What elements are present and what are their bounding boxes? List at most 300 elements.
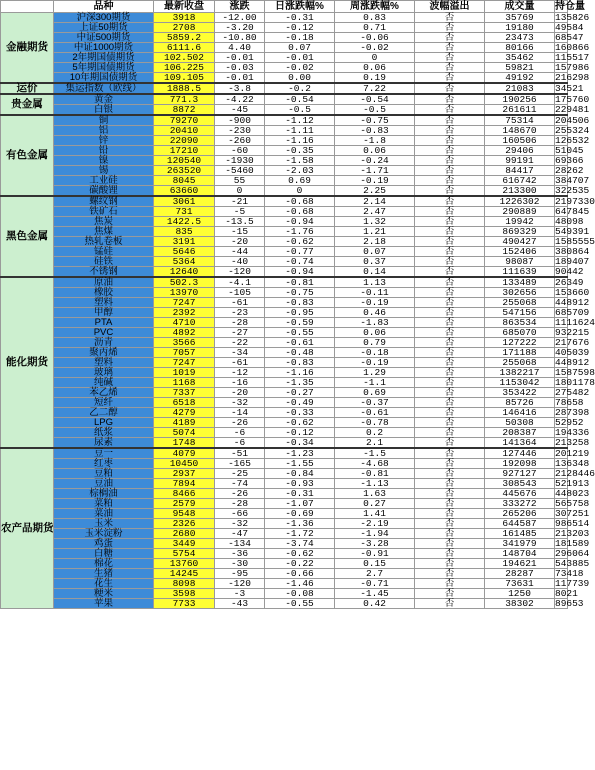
volatility-overflow-cell: 否 <box>415 13 485 23</box>
latest-close-cell: 6518 <box>154 398 215 408</box>
table-row <box>1 348 568 358</box>
weekly-change-pct-cell: -0.02 <box>335 43 415 53</box>
col-header-volume: 成交量 <box>485 1 555 13</box>
volume-cell: 21083 <box>485 83 555 94</box>
volatility-overflow-cell: 否 <box>415 438 485 449</box>
latest-close-cell: 109.105 <box>154 73 215 84</box>
product-name-cell: 聚丙烯 <box>54 348 154 358</box>
table-row <box>1 237 568 247</box>
daily-change-pct-cell: -0.5 <box>265 105 335 116</box>
open-interest-cell: 26349 <box>555 277 584 288</box>
product-name-cell: 集运指数（欧线） <box>54 83 154 94</box>
volume-cell: 80166 <box>485 43 555 53</box>
table-row <box>1 489 568 499</box>
daily-change-pct-cell: -0.95 <box>265 308 335 318</box>
latest-close-cell: 102.502 <box>154 53 215 63</box>
daily-change-pct-cell: -1.16 <box>265 136 335 146</box>
open-interest-cell: 69366 <box>555 155 584 166</box>
table-row <box>1 105 568 116</box>
daily-change-pct-cell: 0.07 <box>265 43 335 53</box>
product-name-cell: PVC <box>54 328 154 338</box>
product-name-cell: 焦炭 <box>54 217 154 227</box>
change-cell: -120 <box>215 267 265 278</box>
change-cell: 55 <box>215 176 265 186</box>
daily-change-pct-cell: -0.01 <box>265 53 335 63</box>
daily-change-pct-cell: -0.66 <box>265 569 335 579</box>
volume-cell: 49192 <box>485 73 555 84</box>
volatility-overflow-cell: 否 <box>415 428 485 438</box>
daily-change-pct-cell: -0.93 <box>265 479 335 489</box>
open-interest-cell: 275482 <box>555 387 590 398</box>
latest-close-cell: 2326 <box>154 519 215 529</box>
daily-change-pct-cell: -1.36 <box>265 519 335 529</box>
table-row <box>1 539 568 549</box>
volume-cell: 1382217 <box>485 368 555 378</box>
product-name-cell: 10年期国债期货 <box>54 73 154 84</box>
product-name-cell: 5年期国债期货 <box>54 63 154 73</box>
daily-change-pct-cell: -1.76 <box>265 227 335 237</box>
volume-cell: 85726 <box>485 398 555 408</box>
product-name-cell: 碳酸锂 <box>54 186 154 197</box>
weekly-change-pct-cell: -0.78 <box>335 418 415 428</box>
change-cell: -36 <box>215 549 265 559</box>
volatility-overflow-cell: 否 <box>415 549 485 559</box>
volume-cell: 341979 <box>485 539 555 549</box>
category-label: 能化期货 <box>1 277 54 448</box>
weekly-change-pct-cell: -0.19 <box>335 176 415 186</box>
product-name-cell: 铝 <box>54 126 154 136</box>
product-name-cell: 短纤 <box>54 398 154 408</box>
latest-close-cell: 835 <box>154 227 215 237</box>
latest-close-cell: 3061 <box>154 196 215 207</box>
open-interest-cell: 1801178 <box>555 377 595 388</box>
latest-close-cell: 7733 <box>154 599 215 609</box>
volatility-overflow-cell: 否 <box>415 448 485 459</box>
volatility-overflow-cell: 否 <box>415 217 485 227</box>
table-row <box>1 43 568 53</box>
volume-cell: 213300 <box>485 186 555 197</box>
volume-cell: 308543 <box>485 479 555 489</box>
volume-cell: 445676 <box>485 489 555 499</box>
product-name-cell: 尿素 <box>54 438 154 449</box>
product-name-cell: 硅铁 <box>54 257 154 267</box>
table-row <box>1 559 568 569</box>
latest-close-cell: 7247 <box>154 358 215 368</box>
product-name-cell: 玻璃 <box>54 368 154 378</box>
volatility-overflow-cell: 否 <box>415 176 485 186</box>
volume-cell: 208387 <box>485 428 555 438</box>
weekly-change-pct-cell: -0.06 <box>335 33 415 43</box>
product-name-cell: 豆粕 <box>54 469 154 479</box>
product-name-cell: 生猪 <box>54 569 154 579</box>
change-cell: -95 <box>215 569 265 579</box>
table-row <box>1 579 568 589</box>
open-interest-cell: 685709 <box>555 307 590 318</box>
volatility-overflow-cell: 否 <box>415 257 485 267</box>
daily-change-pct-cell: -0.68 <box>265 207 335 217</box>
open-interest-cell: 549391 <box>555 226 590 237</box>
open-interest-cell: 213203 <box>555 528 590 539</box>
table-row <box>1 448 568 459</box>
header-row <box>1 1 568 13</box>
volume-cell: 59821 <box>485 63 555 73</box>
product-name-cell: 菜粕 <box>54 499 154 509</box>
latest-close-cell: 106.225 <box>154 63 215 73</box>
daily-change-pct-cell: -0.49 <box>265 398 335 408</box>
product-name-cell: 塑料 <box>54 298 154 308</box>
product-name-cell: 中证500期货 <box>54 33 154 43</box>
change-cell: -28 <box>215 499 265 509</box>
table-row <box>1 378 568 388</box>
weekly-change-pct-cell: 0.83 <box>335 13 415 23</box>
table-row <box>1 549 568 559</box>
product-name-cell: 黄金 <box>54 94 154 105</box>
daily-change-pct-cell: 0.69 <box>265 176 335 186</box>
weekly-change-pct-cell: -0.5 <box>335 105 415 116</box>
product-name-cell: 纯碱 <box>54 378 154 388</box>
product-name-cell: 锰硅 <box>54 247 154 257</box>
open-interest-cell: 296064 <box>555 548 590 559</box>
weekly-change-pct-cell: 0.42 <box>335 599 415 609</box>
open-interest-cell: 89653 <box>555 598 584 609</box>
volatility-overflow-cell: 否 <box>415 519 485 529</box>
product-name-cell: 豆一 <box>54 448 154 459</box>
latest-close-cell: 1748 <box>154 438 215 449</box>
weekly-change-pct-cell: -0.18 <box>335 348 415 358</box>
weekly-change-pct-cell: -1.5 <box>335 448 415 459</box>
open-interest-cell: 229481 <box>555 104 590 115</box>
open-interest-cell: 2197330 <box>555 196 595 207</box>
table-row <box>1 479 568 489</box>
latest-close-cell: 17210 <box>154 146 215 156</box>
latest-close-cell: 3449 <box>154 539 215 549</box>
volatility-overflow-cell: 否 <box>415 378 485 388</box>
product-name-cell: 沪深300期货 <box>54 13 154 23</box>
volume-cell: 50308 <box>485 418 555 428</box>
volatility-overflow-cell: 否 <box>415 499 485 509</box>
latest-close-cell: 4892 <box>154 328 215 338</box>
change-cell: -20 <box>215 237 265 247</box>
latest-close-cell: 8098 <box>154 579 215 589</box>
daily-change-pct-cell: -0.84 <box>265 469 335 479</box>
change-cell: -30 <box>215 559 265 569</box>
daily-change-pct-cell: -0.22 <box>265 559 335 569</box>
table-row <box>1 257 568 267</box>
daily-change-pct-cell: -1.55 <box>265 459 335 469</box>
weekly-change-pct-cell: -0.24 <box>335 156 415 166</box>
daily-change-pct-cell: 0 <box>265 186 335 197</box>
latest-close-cell: 4710 <box>154 318 215 328</box>
table-row <box>1 358 568 368</box>
category-label: 运价 <box>1 83 54 94</box>
latest-close-cell: 1168 <box>154 378 215 388</box>
open-interest-cell: 380864 <box>555 246 590 257</box>
weekly-change-pct-cell: -1.8 <box>335 136 415 146</box>
open-interest-cell: 322535 <box>555 185 590 196</box>
weekly-change-pct-cell: 0.06 <box>335 63 415 73</box>
product-name-cell: 焦煤 <box>54 227 154 237</box>
volume-cell: 192098 <box>485 459 555 469</box>
daily-change-pct-cell: -0.54 <box>265 94 335 105</box>
weekly-change-pct-cell: 1.29 <box>335 368 415 378</box>
change-cell: -25 <box>215 469 265 479</box>
change-cell: -43 <box>215 599 265 609</box>
daily-change-pct-cell: -0.75 <box>265 288 335 298</box>
weekly-change-pct-cell: -0.54 <box>335 94 415 105</box>
change-cell: -5 <box>215 207 265 217</box>
product-name-cell: 螺纹钢 <box>54 196 154 207</box>
open-interest-cell: 986514 <box>555 518 590 529</box>
weekly-change-pct-cell: -0.19 <box>335 358 415 368</box>
table-row <box>1 166 568 176</box>
table-row <box>1 136 568 146</box>
change-cell: 4.40 <box>215 43 265 53</box>
weekly-change-pct-cell: 2.7 <box>335 569 415 579</box>
daily-change-pct-cell: -1.11 <box>265 126 335 136</box>
change-cell: -13.5 <box>215 217 265 227</box>
volatility-overflow-cell: 否 <box>415 83 485 94</box>
latest-close-cell: 5646 <box>154 247 215 257</box>
open-interest-cell: 51045 <box>555 145 584 156</box>
table-row <box>1 368 568 378</box>
latest-close-cell: 502.3 <box>154 277 215 288</box>
table-row <box>1 277 568 288</box>
volume-cell: 290889 <box>485 207 555 217</box>
volume-cell: 28287 <box>485 569 555 579</box>
weekly-change-pct-cell: 1.21 <box>335 227 415 237</box>
change-cell: -134 <box>215 539 265 549</box>
product-name-cell: 铁矿石 <box>54 207 154 217</box>
weekly-change-pct-cell: -1.83 <box>335 318 415 328</box>
latest-close-cell: 4189 <box>154 418 215 428</box>
daily-change-pct-cell: -0.83 <box>265 358 335 368</box>
volatility-overflow-cell: 否 <box>415 53 485 63</box>
col-header-close: 最新收盘 <box>154 1 215 13</box>
daily-change-pct-cell: -0.74 <box>265 257 335 267</box>
table-row <box>1 186 568 197</box>
volatility-overflow-cell: 否 <box>415 73 485 84</box>
volatility-overflow-cell: 否 <box>415 559 485 569</box>
latest-close-cell: 2937 <box>154 469 215 479</box>
table-row <box>1 318 568 328</box>
table-row <box>1 196 568 207</box>
change-cell: -21 <box>215 196 265 207</box>
volatility-overflow-cell: 否 <box>415 348 485 358</box>
change-cell: -61 <box>215 298 265 308</box>
weekly-change-pct-cell: -0.61 <box>335 408 415 418</box>
volume-cell: 35769 <box>485 13 555 23</box>
volume-cell: 29406 <box>485 146 555 156</box>
volatility-overflow-cell: 否 <box>415 338 485 348</box>
weekly-change-pct-cell: 0.15 <box>335 559 415 569</box>
open-interest-cell: 136348 <box>555 458 590 469</box>
product-name-cell: 棕榈油 <box>54 489 154 499</box>
table-row <box>1 438 568 449</box>
weekly-change-pct-cell: 0.2 <box>335 428 415 438</box>
daily-change-pct-cell: -0.33 <box>265 408 335 418</box>
volume-cell: 127222 <box>485 338 555 348</box>
col-header-open-interest: 持仓量 <box>555 1 585 12</box>
open-interest-cell: 307251 <box>555 508 590 519</box>
weekly-change-pct-cell: -1.45 <box>335 589 415 599</box>
volume-cell: 111639 <box>485 267 555 278</box>
open-interest-cell: 135826 <box>555 12 590 23</box>
product-name-cell: 苯乙烯 <box>54 388 154 398</box>
volume-cell: 19942 <box>485 217 555 227</box>
weekly-change-pct-cell: 2.1 <box>335 438 415 449</box>
weekly-change-pct-cell: -0.75 <box>335 115 415 126</box>
volatility-overflow-cell: 否 <box>415 146 485 156</box>
volatility-overflow-cell: 否 <box>415 288 485 298</box>
weekly-change-pct-cell: -0.83 <box>335 126 415 136</box>
daily-change-pct-cell: -1.46 <box>265 579 335 589</box>
open-interest-cell: 565758 <box>555 498 590 509</box>
volume-cell: 99191 <box>485 156 555 166</box>
daily-change-pct-cell: -0.83 <box>265 298 335 308</box>
change-cell: -15 <box>215 227 265 237</box>
category-label: 农产品期货 <box>1 448 54 609</box>
product-name-cell: 锡 <box>54 166 154 176</box>
weekly-change-pct-cell: 0.06 <box>335 328 415 338</box>
volatility-overflow-cell: 否 <box>415 459 485 469</box>
weekly-change-pct-cell: 2.25 <box>335 186 415 197</box>
weekly-change-pct-cell: 2.14 <box>335 196 415 207</box>
col-header-volatility-overflow: 波幅溢出 <box>415 1 485 13</box>
latest-close-cell: 12640 <box>154 267 215 278</box>
latest-close-cell: 22090 <box>154 136 215 146</box>
product-name-cell: LPG <box>54 418 154 428</box>
volatility-overflow-cell: 否 <box>415 408 485 418</box>
change-cell: -0.01 <box>215 53 265 63</box>
open-interest-cell: 73418 <box>555 568 584 579</box>
daily-change-pct-cell: -1.23 <box>265 448 335 459</box>
volume-cell: 19180 <box>485 23 555 33</box>
weekly-change-pct-cell: 0.14 <box>335 267 415 278</box>
volume-cell: 616742 <box>485 176 555 186</box>
product-name-cell: 棉花 <box>54 559 154 569</box>
product-name-cell: 白银 <box>54 105 154 116</box>
volatility-overflow-cell: 否 <box>415 368 485 378</box>
latest-close-cell: 3566 <box>154 338 215 348</box>
open-interest-cell: 216298 <box>555 72 590 83</box>
weekly-change-pct-cell: -1.94 <box>335 529 415 539</box>
latest-close-cell: 120540 <box>154 156 215 166</box>
volume-cell: 38302 <box>485 599 555 609</box>
change-cell: -6 <box>215 428 265 438</box>
weekly-change-pct-cell: 1.13 <box>335 277 415 288</box>
open-interest-cell: 932215 <box>555 327 590 338</box>
col-header-change: 涨跌 <box>215 1 265 13</box>
volume-cell: 255068 <box>485 298 555 308</box>
volatility-overflow-cell: 否 <box>415 277 485 288</box>
latest-close-cell: 1019 <box>154 368 215 378</box>
table-row <box>1 469 568 479</box>
volatility-overflow-cell: 否 <box>415 33 485 43</box>
volume-cell: 73631 <box>485 579 555 589</box>
volatility-overflow-cell: 否 <box>415 579 485 589</box>
open-interest-cell: 181589 <box>555 538 590 549</box>
table-row <box>1 459 568 469</box>
latest-close-cell: 6111.6 <box>154 43 215 53</box>
change-cell: -61 <box>215 358 265 368</box>
volume-cell: 133489 <box>485 277 555 288</box>
volume-cell: 333272 <box>485 499 555 509</box>
weekly-change-pct-cell: -1.1 <box>335 378 415 388</box>
table-row <box>1 126 568 136</box>
open-interest-cell: 115517 <box>555 52 590 63</box>
col-header-weekly-pct: 周涨跌幅% <box>335 1 415 13</box>
daily-change-pct-cell: -0.61 <box>265 338 335 348</box>
volatility-overflow-cell: 否 <box>415 529 485 539</box>
product-name-cell: 甲醇 <box>54 308 154 318</box>
table-row <box>1 288 568 298</box>
product-name-cell: 鸡蛋 <box>54 539 154 549</box>
category-label: 贵金属 <box>1 94 54 115</box>
daily-change-pct-cell: -1.16 <box>265 368 335 378</box>
open-interest-cell: 175760 <box>555 94 590 105</box>
volume-cell: 75314 <box>485 115 555 126</box>
change-cell: -3 <box>215 589 265 599</box>
weekly-change-pct-cell: 0 <box>335 53 415 63</box>
change-cell: -47 <box>215 529 265 539</box>
open-interest-cell: 194336 <box>555 427 590 438</box>
volatility-overflow-cell: 否 <box>415 23 485 33</box>
change-cell: -120 <box>215 579 265 589</box>
open-interest-cell: 213258 <box>555 437 590 448</box>
latest-close-cell: 5364 <box>154 257 215 267</box>
daily-change-pct-cell: -0.55 <box>265 328 335 338</box>
change-cell: -23 <box>215 308 265 318</box>
change-cell: -0.01 <box>215 73 265 84</box>
change-cell: -51 <box>215 448 265 459</box>
table-row <box>1 499 568 509</box>
weekly-change-pct-cell: -4.68 <box>335 459 415 469</box>
change-cell: -28 <box>215 318 265 328</box>
open-interest-cell: 204506 <box>555 115 590 126</box>
product-name-cell: 沥青 <box>54 338 154 348</box>
open-interest-cell: 189407 <box>555 256 590 267</box>
change-cell: -32 <box>215 519 265 529</box>
change-cell: -3.20 <box>215 23 265 33</box>
product-name-cell: 上证50期货 <box>54 23 154 33</box>
change-cell: 0 <box>215 186 265 197</box>
open-interest-cell: 384707 <box>555 175 590 186</box>
volume-cell: 23473 <box>485 33 555 43</box>
daily-change-pct-cell: -0.69 <box>265 509 335 519</box>
daily-change-pct-cell: -1.72 <box>265 529 335 539</box>
table-row <box>1 83 568 94</box>
volatility-overflow-cell: 否 <box>415 207 485 217</box>
volatility-overflow-cell: 否 <box>415 418 485 428</box>
volume-cell: 98087 <box>485 257 555 267</box>
volume-cell: 265206 <box>485 509 555 519</box>
weekly-change-pct-cell: 1.41 <box>335 509 415 519</box>
latest-close-cell: 3918 <box>154 13 215 23</box>
product-name-cell: 玉米 <box>54 519 154 529</box>
daily-change-pct-cell: -0.62 <box>265 418 335 428</box>
open-interest-cell: 1111624 <box>555 317 595 328</box>
table-row <box>1 13 568 23</box>
category-label: 黑色金属 <box>1 196 54 277</box>
volume-cell: 161485 <box>485 529 555 539</box>
change-cell: -3.8 <box>215 83 265 94</box>
change-cell: -5460 <box>215 166 265 176</box>
table-row <box>1 298 568 308</box>
product-name-cell: 橡胶 <box>54 288 154 298</box>
latest-close-cell: 263520 <box>154 166 215 176</box>
volatility-overflow-cell: 否 <box>415 196 485 207</box>
weekly-change-pct-cell: -0.91 <box>335 549 415 559</box>
